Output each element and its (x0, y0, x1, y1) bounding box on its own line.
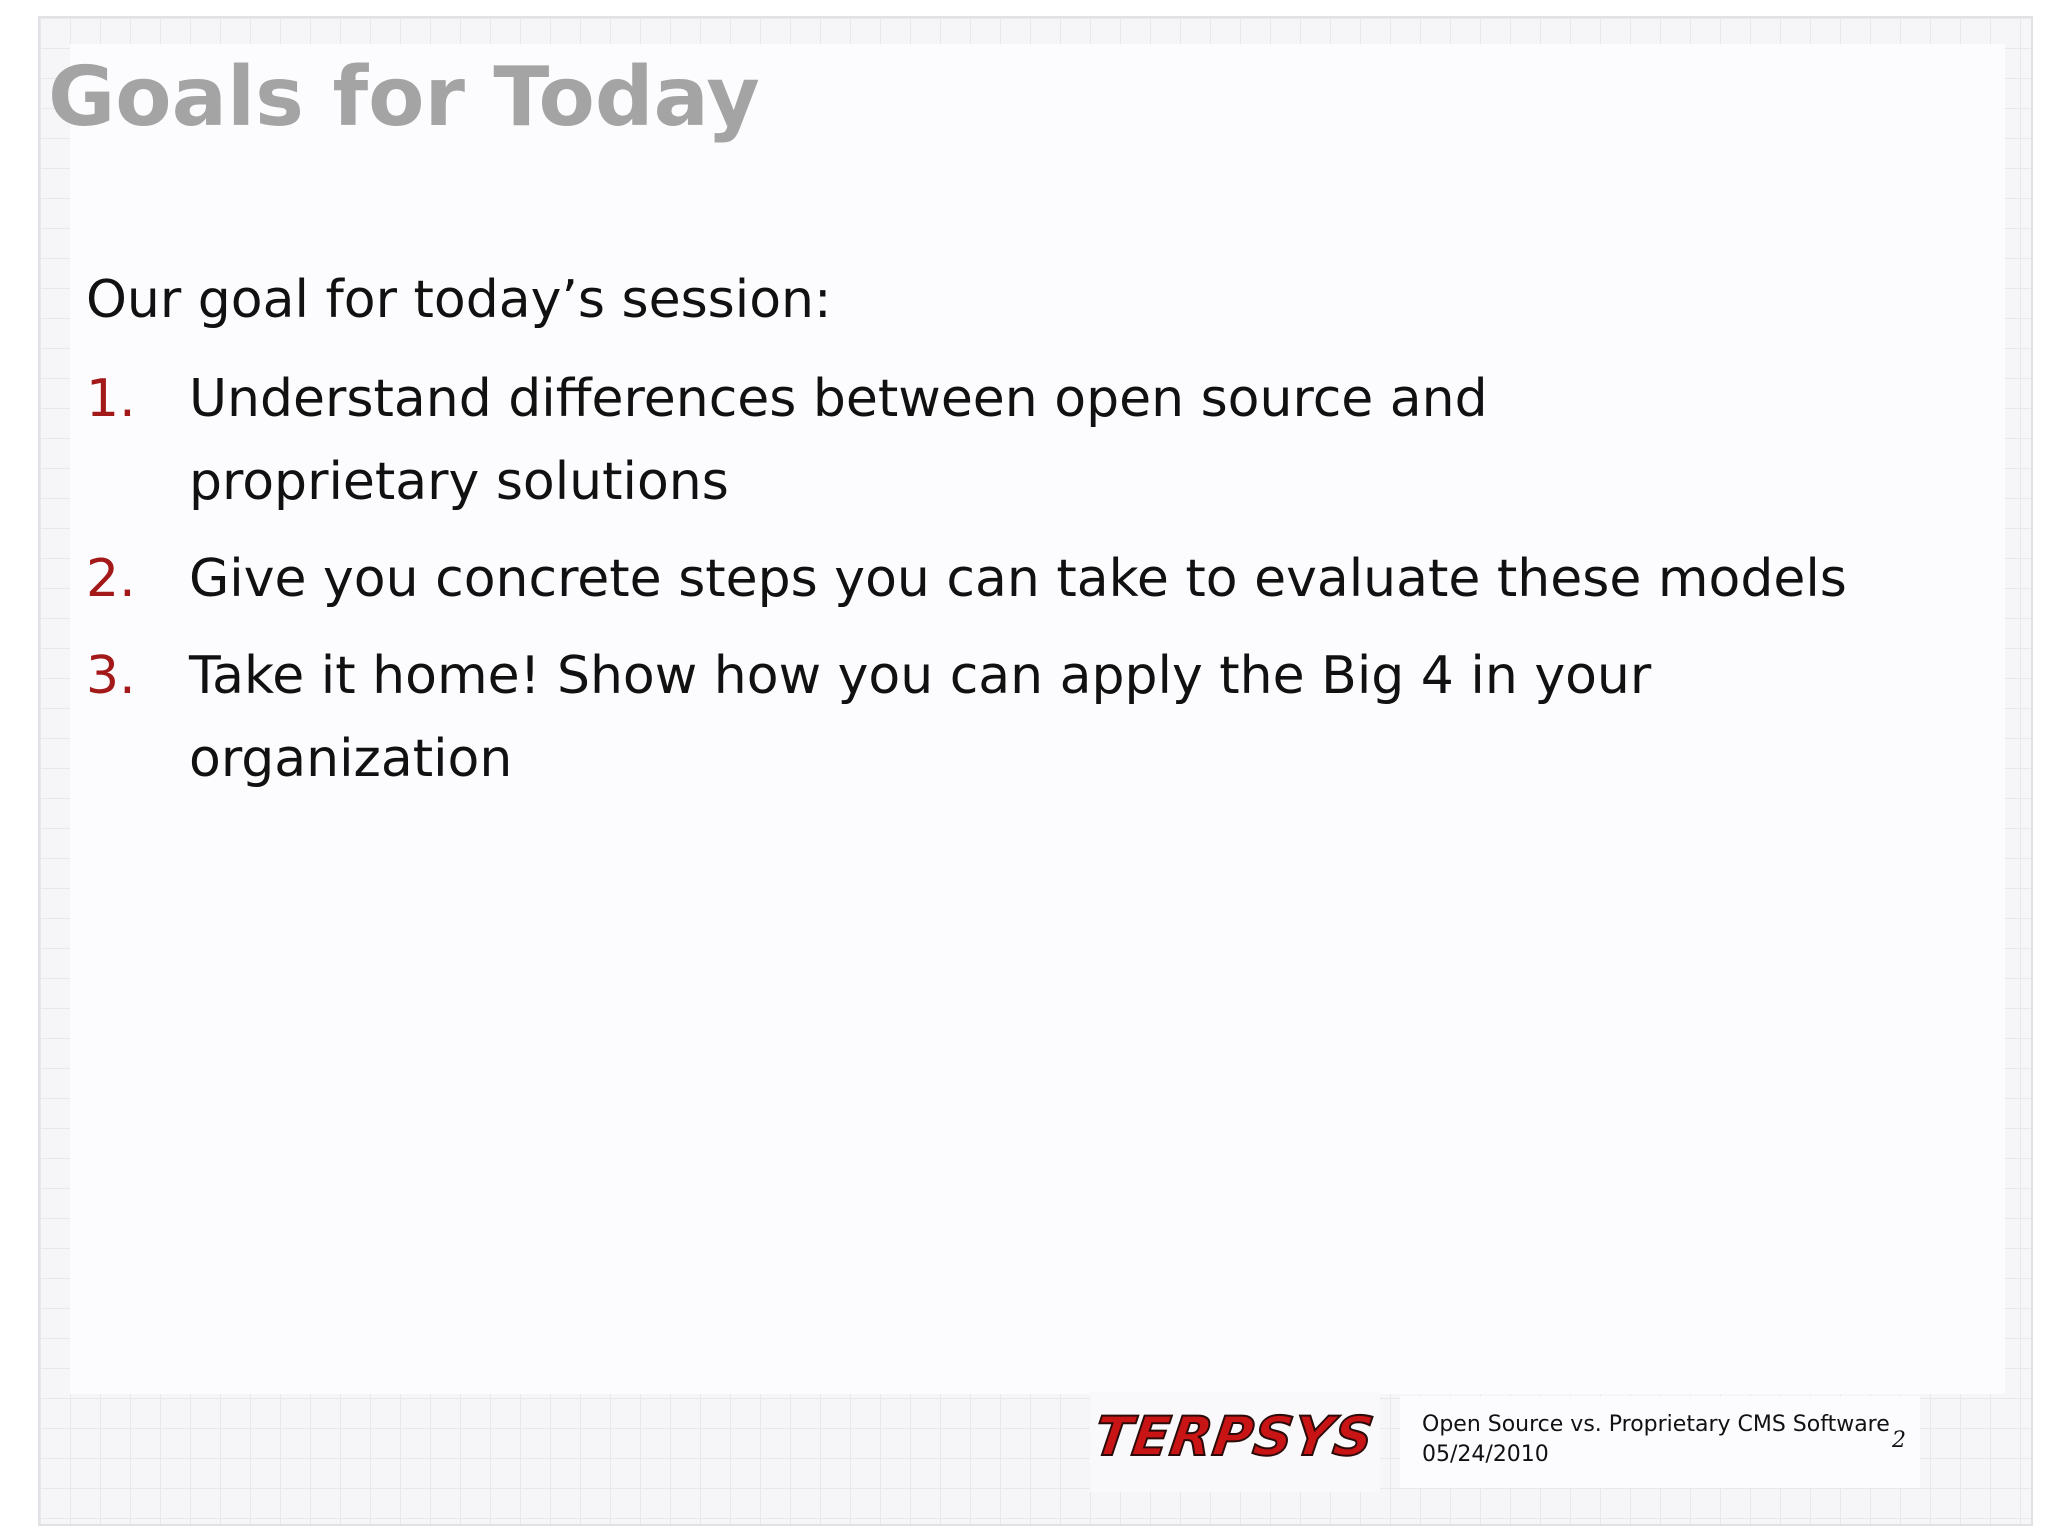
goal-item-2 (86, 538, 1906, 621)
goal-number: 1. (86, 369, 136, 429)
slide-title: Goals for Today (48, 50, 760, 145)
footer-presentation-title: Open Source vs. Proprietary CMS Software (1422, 1412, 1890, 1437)
goal-text: Understand differences between open source and proprietary solutions (189, 369, 1488, 512)
goal-item-1 (86, 358, 1906, 524)
goal-number: 2. (86, 549, 136, 609)
page-number: 2 (1892, 1428, 1906, 1453)
goal-text: Give you concrete steps you can take to evaluate these models (189, 549, 1847, 609)
goal-number: 3. (86, 646, 136, 706)
footer-date: 05/24/2010 (1422, 1442, 1549, 1467)
goal-item-3 (86, 635, 1906, 801)
goal-list (86, 358, 1906, 815)
intro-text: Our goal for today’s session: (86, 270, 832, 330)
goal-text: Take it home! Show how you can apply the Big 4 in your organization (189, 646, 1652, 789)
terpsys-logo: TERPSYS (1090, 1405, 1379, 1468)
